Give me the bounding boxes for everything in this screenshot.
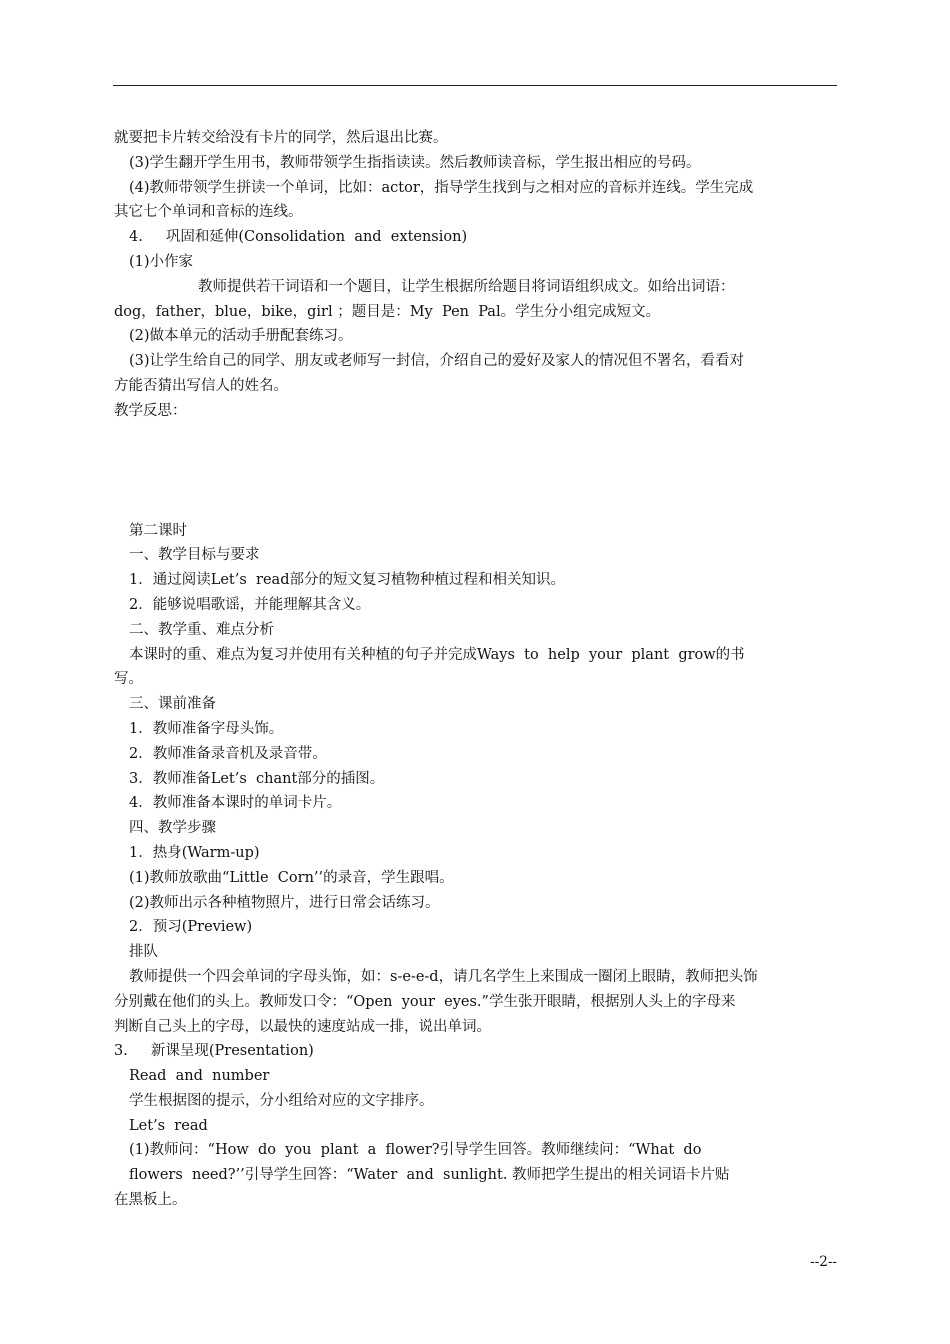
text-line: (1)教师放歌曲“Little Corn’’的录音，学生跟唱。 [129, 869, 454, 886]
text-line: 1．教师准备字母头饰。 [129, 720, 284, 737]
text-line: (2)教师出示各种植物照片，进行日常会话练习。 [129, 894, 440, 911]
text-line: 3. 新课呈现(Presentation) [114, 1043, 314, 1060]
text-line: Let’s read [129, 1117, 208, 1134]
section-lesson-two [114, 519, 838, 1213]
text-line: (2)做本单元的活动手册配套练习。 [129, 328, 353, 345]
text-line: 方能否猜出写信人的姓名。 [114, 377, 288, 394]
text-line: 排队 [129, 944, 158, 961]
document-body [114, 126, 838, 1213]
text-line: (1)小作家 [129, 253, 194, 270]
text-line: 其它七个单词和音标的连线。 [114, 204, 303, 221]
text-line: 本课时的重、难点为复习并使用有关种植的句子并完成Ways to help your plant grow的书 [129, 646, 745, 663]
text-line: 3．教师准备Let’s chant部分的插图。 [129, 770, 385, 787]
page-number: --2-- [810, 1254, 837, 1270]
text-line: dog，father，blue，bike，girl ；题目是：My Pen Pal。学生分小组完成短文。 [114, 303, 661, 320]
text-line: 教学反思： [114, 402, 187, 419]
text-line: 1．通过阅读Let’s read部分的短文复习植物种植过程和相关知识。 [129, 572, 565, 589]
text-line: 写。 [114, 671, 143, 688]
text-line: 2．能够说唱歌谣，并能理解其含义。 [129, 596, 371, 613]
text-line: 1．热身(Warm-up) [129, 844, 260, 861]
text-line: (4)教师带领学生拼读一个单词，比如：actor，指导学生找到与之相对应的音标并连线。学生完成 [129, 179, 754, 196]
reflection-blank-space [114, 424, 838, 519]
text-line: 一、教学目标与要求 [129, 547, 260, 564]
text-line: 四、教学步骤 [129, 820, 216, 837]
text-line: 在黑板上。 [114, 1192, 187, 1209]
text-line: (3)学生翻开学生用书，教师带领学生指指读读。然后教师读音标，学生报出相应的号码。 [129, 154, 701, 171]
text-line: 就要把卡片转交给没有卡片的同学，然后退出比赛。 [114, 130, 448, 146]
text-line: 分别戴在他们的头上。教师发口令：“Open your eyes.”学生张开眼睛，根据别人头上的字母来 [114, 993, 736, 1010]
text-line: 2．预习(Preview) [129, 919, 253, 936]
text-line: 4．教师准备本课时的单词卡片。 [129, 795, 342, 812]
text-line: 4. 巩固和延伸(Consolidation and extension) [129, 229, 468, 246]
header-rule [113, 85, 837, 86]
text-line: 第二课时 [129, 522, 187, 539]
text-line: 三、课前准备 [129, 696, 216, 713]
text-line: 2．教师准备录音机及录音带。 [129, 745, 327, 762]
text-line: (1)教师问：“How do you plant a flower?引导学生回答。教师继续问：“What do [129, 1142, 702, 1159]
text-line: (3)让学生给自己的同学、朋友或老师写一封信，介绍自己的爱好及家人的情况但不署名，看看对 [129, 353, 745, 370]
text-line: 教师提供一个四会单词的字母头饰，如：s-e-e-d，请几名学生上来围成一圈闭上眼睛，教师把头饰 [129, 968, 758, 985]
text-line: 判断自己头上的字母，以最快的速度站成一排，说出单词。 [114, 1018, 491, 1035]
section-lesson-one-continuation [114, 126, 838, 424]
text-line: Read and number [129, 1068, 270, 1085]
text-line: 学生根据图的提示，分小组给对应的文字排序。 [129, 1092, 434, 1109]
text-line: 二、教学重、难点分析 [129, 621, 274, 638]
text-line: 教师提供若干词语和一个题目，让学生根据所给题目将词语组织成文。如给出词语： [198, 278, 735, 295]
text-line: flowers need?’’引导学生回答：“Water and sunlight. 教师把学生提出的相关词语卡片贴 [129, 1167, 730, 1184]
